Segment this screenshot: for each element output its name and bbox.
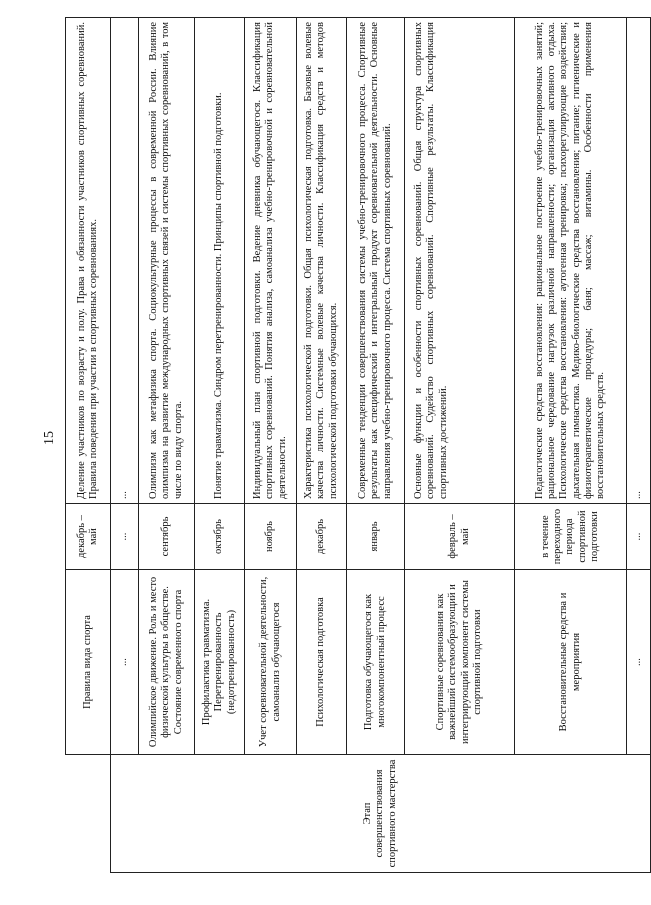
topic-cell: Психологическая подготовка: [297, 570, 347, 755]
content-cell: Педагогические средства восстановления: рациональное построение учебно-тренировочных занятий; рациональное чередование нагрузок различной направленности; организация активного отдыха. Психологические средства восстановления: аутогенная тренировка; психорегулирующие воздействия; дыхательная гимнастика. Медико-биологические средства восстановления; питание; гигиенические и физиотерапевтические процедуры; баня; массаж; витамины. Особенности применения восстановительных средств.: [515, 18, 627, 504]
table-row: [405, 18, 515, 873]
content-cell: Понятие травматизма. Синдром перетренированности. Принципы спортивной подготовки.: [195, 18, 245, 504]
table-row: [627, 18, 651, 873]
content-cell: Деление участников по возрасту и полу. Права и обязанности участников спортивных соревнований. Правила поведения при участии в спортивных соревнованиях.: [66, 18, 111, 504]
period-cell: сентябрь: [139, 504, 195, 570]
content-cell: Современные тенденции совершенствования системы учебно-тренировочного процесса. Спортивные результаты как специфический и интегральный продукт соревновательной деятельности. Основные направления учебно-тренировочного процесса. Система спортивных соревнований.: [347, 18, 405, 504]
period-cell: декабрь: [297, 504, 347, 570]
stage-top-cell: [66, 755, 111, 873]
stage-cell: Этап совершенствования спортивного мастерства: [111, 755, 651, 873]
topic-cell: Учет соревновательной деятельности, самоанализ обучающегося: [245, 570, 297, 755]
content-cell: Основные функции и особенности спортивных соревнований. Общая структура спортивных соревнований. Судейство спортивных соревнований. Спортивные результаты. Классификация спортивных достижений.: [405, 18, 515, 504]
table-row: [515, 18, 627, 873]
table-row: [139, 18, 195, 873]
table-row: [297, 18, 347, 873]
topic-cell: ...: [111, 570, 139, 755]
content-cell: Индивидуальный план спортивной подготовки. Ведение дневника обучающегося. Классификация спортивных соревнований. Понятия анализа, самоанализа учебно-тренировочной и соревновательной деятельности.: [245, 18, 297, 504]
topic-cell: Подготовка обучающегося как многокомпонентный процесс: [347, 570, 405, 755]
content-cell: Олимпизм как метафизика спорта. Социокультурные процессы в современной России. Влияние олимпизма на развитие международных спортивных связей и системы спортивных соревнований, в том числе по виду спорта.: [139, 18, 195, 504]
rotated-page: [65, 18, 644, 873]
topic-cell: Спортивные соревнования как важнейший системообразующий и интегрирующий компонент системы спортивной подготовки: [405, 570, 515, 755]
table-row: [66, 18, 111, 873]
topic-cell: Правила вида спорта: [66, 570, 111, 755]
topic-cell: ...: [627, 570, 651, 755]
content-cell: ...: [627, 18, 651, 504]
content-cell: Характеристика психологической подготовки. Общая психологическая подготовка. Базовые волевые качества личности. Системные волевые качества личности. Классификация средств и методов психологической подготовки обучающихся.: [297, 18, 347, 504]
period-cell: февраль – май: [405, 504, 515, 570]
training-plan-table: [65, 17, 651, 873]
table-row: [111, 18, 139, 873]
topic-cell: Восстановительные средства и мероприятия: [515, 570, 627, 755]
topic-cell: Профилактика травматизма. Перетренированность (недотренированность): [195, 570, 245, 755]
topic-cell: Олимпийское движение. Роль и место физической культуры в обществе. Состояние современного спорта: [139, 570, 195, 755]
period-cell: ...: [627, 504, 651, 570]
table-row: [195, 18, 245, 873]
period-cell: ...: [111, 504, 139, 570]
period-cell: октябрь: [195, 504, 245, 570]
table-row: [245, 18, 297, 873]
table-row: [347, 18, 405, 873]
period-cell: январь: [347, 504, 405, 570]
period-cell: ноябрь: [245, 504, 297, 570]
period-cell: в течение переходного периода спортивной подготовки: [515, 504, 627, 570]
page-number: 15: [42, 431, 57, 445]
content-cell: ...: [111, 18, 139, 504]
period-cell: декабрь – май: [66, 504, 111, 570]
